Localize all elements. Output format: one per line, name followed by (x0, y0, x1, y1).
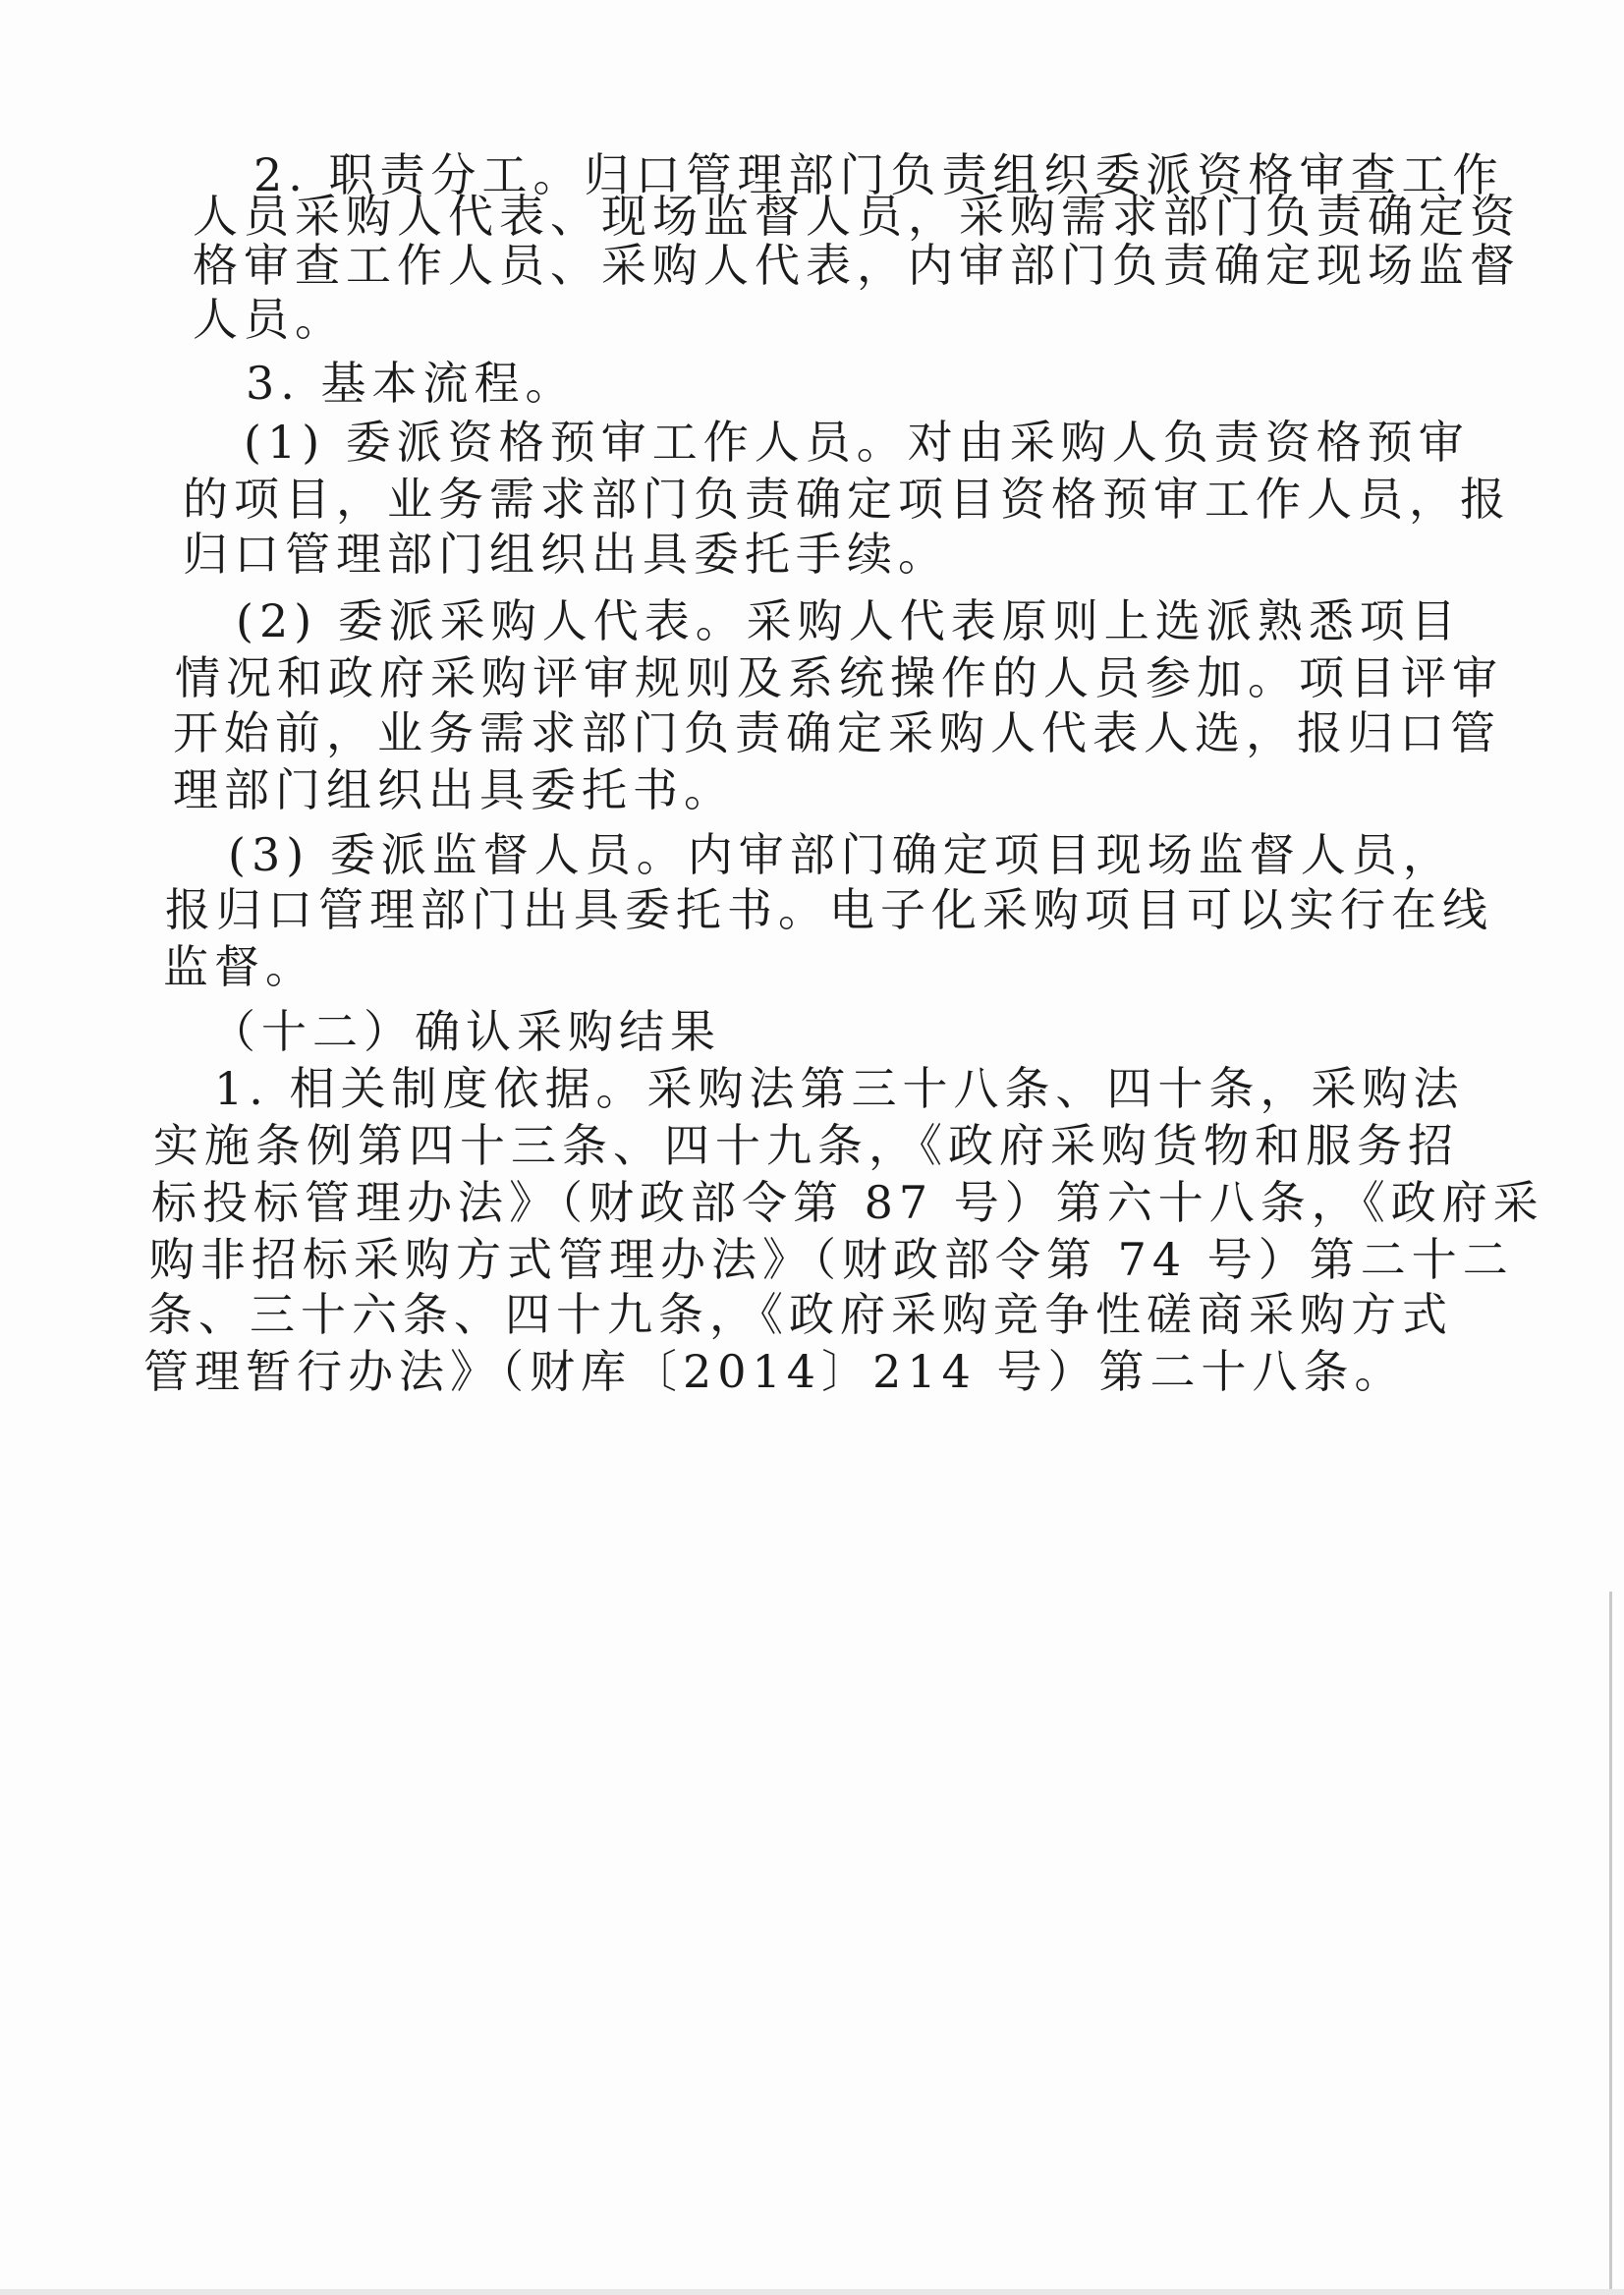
scan-bottom-shadow (0, 2289, 1624, 2295)
paragraph-line: 3. 基本流程。 (246, 357, 577, 410)
paragraph-line: 的项目，业务需求部门负责确定项目资格预审工作人员，报 (183, 473, 1511, 526)
paragraph-line: 条、三十六条、四十九条，《政府采购竞争性磋商采购方式 (147, 1288, 1453, 1341)
paragraph-line: 2. 职责分工。归口管理部门负责组织委派资格审查工作 (253, 148, 1504, 201)
paragraph-line: 开始前，业务需求部门负责确定采购人代表人选，报归口管 (173, 706, 1501, 759)
paragraph-line: 实施条例第四十三条、四十九条，《政府采购货物和服务招 (153, 1119, 1459, 1172)
paragraph-line: (3) 委派监督人员。内审部门确定项目现场监督人员， (228, 828, 1454, 881)
paragraph-line: (1) 委派资格预审工作人员。对由采购人负责资格预审 (244, 416, 1470, 469)
scan-edge-line (1609, 1592, 1612, 2295)
paragraph-line: 监督。 (163, 940, 316, 993)
paragraph-line: (2) 委派采购人代表。采购人代表原则上选派熟悉项目 (236, 594, 1462, 647)
paragraph-line: 管理暂行办法》（财库〔2014〕214 号）第二十八条。 (143, 1345, 1406, 1398)
paragraph-line: 情况和政府采购评审规则及系统操作的人员参加。项目评审 (175, 651, 1503, 704)
paragraph-line: 格审查工作人员、采购人代表，内审部门负责确定现场监督 (193, 239, 1521, 292)
paragraph-line: 购非招标采购方式管理办法》（财政部令第 74 号）第二十二 (149, 1233, 1514, 1286)
paragraph-line: 理部门组织出具委托书。 (173, 763, 735, 816)
paragraph-line: 归口管理部门组织出具委托手续。 (183, 528, 949, 581)
paragraph-line: 人员采购人代表、现场监督人员，采购需求部门负责确定资 (193, 190, 1521, 243)
paragraph-line: 报归口管理部门出具委托书。电子化采购项目可以实行在线 (165, 883, 1493, 936)
paragraph-line: 标投标管理办法》（财政部令第 87 号）第六十八条，《政府采 (151, 1176, 1544, 1229)
paragraph-line: 1. 相关制度依据。采购法第三十八条、四十条，采购法 (214, 1062, 1465, 1115)
paragraph-line: 人员。 (193, 293, 346, 346)
section-heading: （十二）确认采购结果 (210, 1005, 721, 1058)
